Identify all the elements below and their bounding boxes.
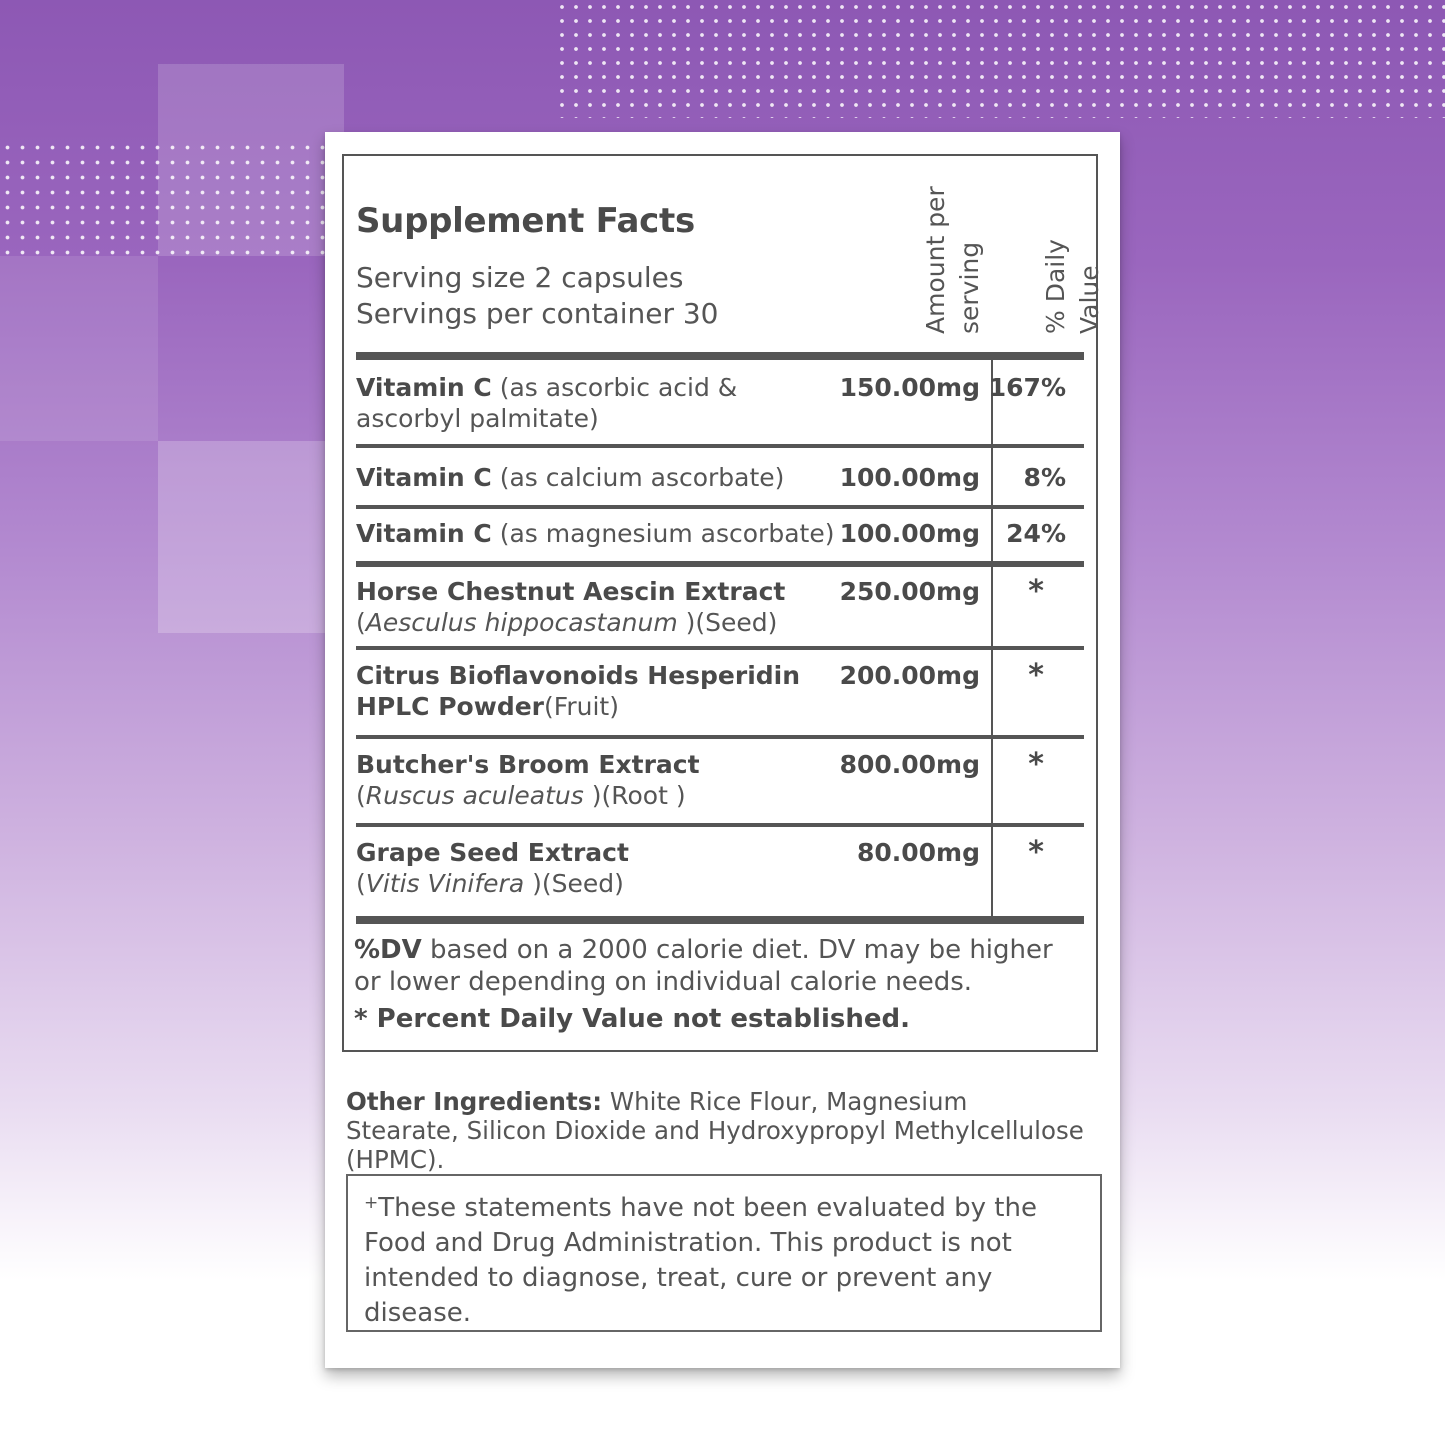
- decorative-square: [158, 441, 344, 633]
- panel-title: Supplement Facts: [356, 201, 695, 241]
- nutrient-dv: 167%: [988, 373, 1066, 402]
- nutrient-dv: *: [1028, 658, 1044, 693]
- nutrient-amount: 250.00mg: [839, 577, 980, 606]
- dv-footnote: %DV based on a 2000 calorie diet. DV may be higher or lower depending on individual calorie needs.: [354, 935, 1053, 997]
- other-ingredients: Other Ingredients: White Rice Flour, Magnesium Stearate, Silicon Dioxide and Hydroxypropyl Methylcellulose (HPMC).: [346, 1087, 1084, 1174]
- nutrient-name: Grape Seed Extract (Vitis Vinifera )(Seed): [356, 838, 629, 898]
- nutrient-name: Butcher's Broom Extract (Ruscus aculeatus )(Root ): [356, 750, 700, 810]
- nutrient-amount: 200.00mg: [839, 661, 980, 690]
- nutrient-dv: 8%: [1023, 463, 1066, 492]
- nutrient-amount: 100.00mg: [839, 519, 980, 548]
- disclaimer-mark: +: [364, 1193, 379, 1213]
- nutrient-amount: 150.00mg: [839, 373, 980, 402]
- serving-info: [356, 260, 718, 332]
- divider: [356, 646, 1084, 650]
- nutrient-name: Vitamin C (as ascorbic acid & ascorbyl palmitate): [356, 373, 738, 433]
- dot-pattern-top: [555, 0, 1445, 118]
- label-card: [325, 132, 1120, 1368]
- divider-thick: [356, 916, 1084, 924]
- nutrient-dv: *: [1028, 835, 1044, 870]
- column-header-dv: [999, 174, 1104, 334]
- divider-thick: [356, 352, 1084, 360]
- divider: [356, 505, 1084, 509]
- column-header-amount-text: Amount per serving: [921, 186, 984, 334]
- column-header-dv-text: % Daily Value: [1041, 239, 1104, 334]
- fda-disclaimer: [346, 1174, 1102, 1332]
- divider: [356, 444, 1084, 448]
- divider: [356, 735, 1084, 739]
- dot-pattern-left: [0, 140, 330, 264]
- nutrient-amount: 80.00mg: [856, 838, 980, 867]
- nutrient-dv: 24%: [1006, 519, 1066, 548]
- nutrient-name: Citrus Bioflavonoids Hesperidin HPLC Powder(Fruit): [356, 661, 801, 721]
- supplement-facts-panel: [342, 154, 1104, 1052]
- nutrient-amount: 100.00mg: [839, 463, 980, 492]
- dv-not-established-note: * Percent Daily Value not established.: [354, 1004, 910, 1034]
- nutrient-dv: *: [1028, 574, 1044, 609]
- column-header-amount: [879, 174, 984, 334]
- divider: [356, 823, 1084, 827]
- nutrient-name: Vitamin C (as magnesium ascorbate): [356, 519, 835, 548]
- decorative-square: [0, 256, 158, 441]
- nutrient-dv: *: [1028, 747, 1044, 782]
- disclaimer-text: These statements have not been evaluated by the Food and Drug Administration. This product is not intended to diagnose, treat, cure or prevent any disease.: [364, 1193, 1037, 1328]
- nutrient-name: Vitamin C (as calcium ascorbate): [356, 463, 785, 492]
- divider-thick: [356, 561, 1084, 567]
- servings-per-container: Servings per container 30: [356, 297, 719, 330]
- serving-size: Serving size 2 capsules: [356, 261, 684, 294]
- nutrient-name: Horse Chestnut Aescin Extract (Aesculus hippocastanum )(Seed): [356, 577, 786, 637]
- nutrient-amount: 800.00mg: [839, 750, 980, 779]
